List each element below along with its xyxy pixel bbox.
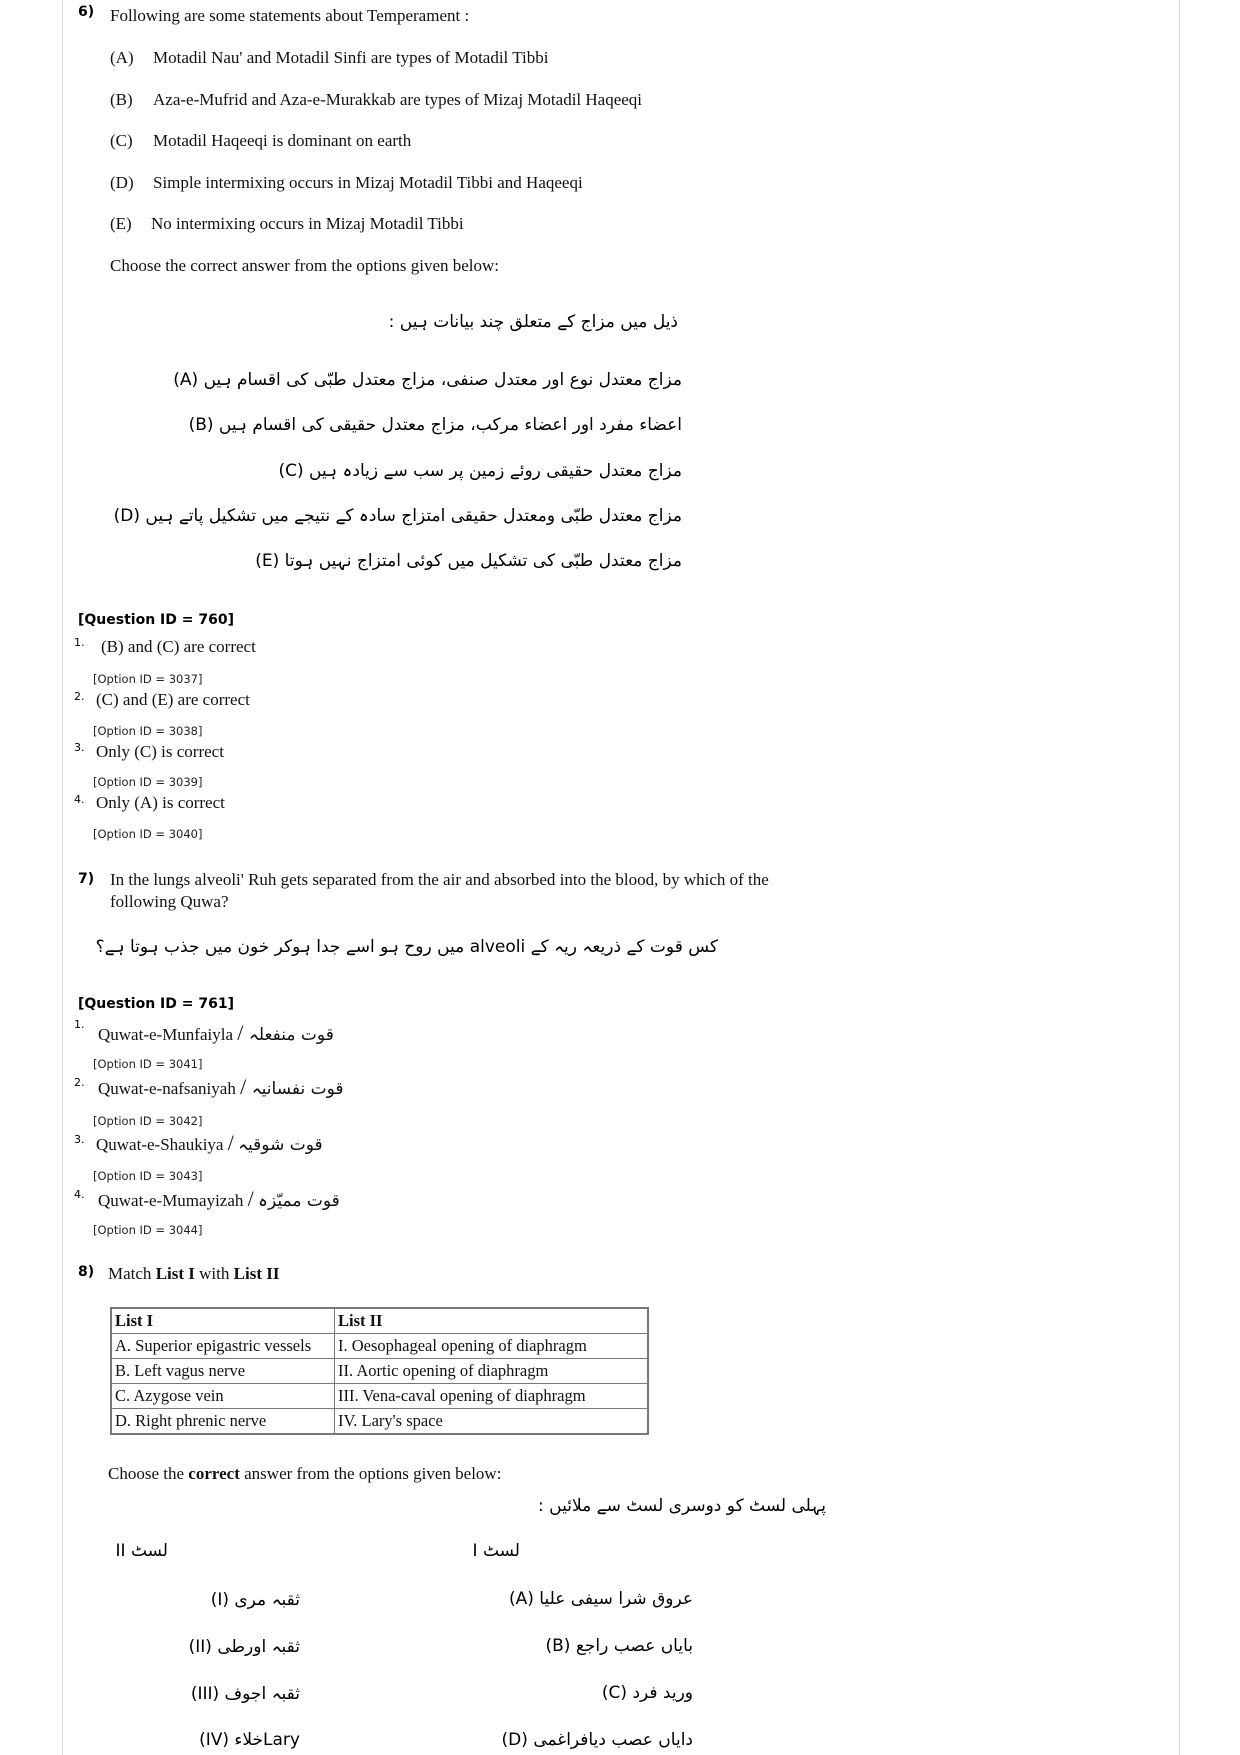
statement-text: No intermixing occurs in Mizaj Motadil Tibbi [151,214,464,233]
urdu-list1-header: لسٹ I [472,1541,520,1561]
option-english: Quwat-e-Shaukiya [96,1135,224,1154]
option-text[interactable] [98,1186,340,1212]
question-number: 7) [78,871,95,887]
option-number: 1. [74,636,85,649]
table-header: List II [335,1308,649,1334]
instruction-part: Choose the [108,1464,189,1483]
option-urdu: قوت منفعلہ [248,1025,334,1045]
urdu-stem: پہلی لسٹ کو دوسری لسٹ سے ملائیں : [538,1496,826,1516]
stem-text: with [194,1264,234,1283]
statement-label: (E) [110,214,132,233]
question-number: 8) [78,1264,95,1280]
question-number: 6) [78,4,95,20]
match-table [110,1307,649,1435]
urdu-list2-item: (I) ثقبہ مری [210,1590,300,1610]
option-text[interactable] [98,1074,344,1100]
option-number: 3. [74,1133,85,1146]
statement-label: (A) [110,48,134,67]
table-cell: I. Oesophageal opening of diaphragm [335,1334,649,1359]
question-stem [108,1264,279,1284]
urdu-statement: (A) مزاج معتدل نوع اور معتدل صنفی، مزاج معتدل طبّی کی اقسام ہیں [173,370,682,390]
stem-list2: List II [233,1264,280,1283]
slash-separator: / [227,1130,234,1155]
option-id: [Option ID = 3039] [93,775,203,789]
statement-text: Simple intermixing occurs in Mizaj Motadil Tibbi and Haqeeqi [153,173,583,192]
question-stem: Following are some statements about Temperament : [110,6,470,25]
option-id: [Option ID = 3041] [93,1057,203,1071]
urdu-list2-header: لسٹ II [115,1541,168,1561]
table-cell: IV. Lary's space [335,1409,649,1435]
option-number: 4. [74,1188,85,1201]
table-cell: III. Vena-caval opening of diaphragm [335,1384,649,1409]
option-text[interactable] [96,1130,323,1156]
option-urdu: قوت ممیّزہ [258,1191,340,1211]
option-id: [Option ID = 3038] [93,724,203,738]
option-text[interactable]: Only (A) is correct [96,793,225,812]
urdu-statement: (D) مزاج معتدل طبّی ومعتدل حقیقی امتزاج سادہ کے نتیجے میں تشکیل پاتے ہیں [113,506,682,526]
table-header: List I [111,1308,335,1334]
question-id: [Question ID = 760] [78,612,234,628]
urdu-statement: (B) اعضاء مفرد اور اعضاء مرکب، مزاج معتدل حقیقی کی اقسام ہیں [188,415,682,435]
table-row [111,1409,648,1435]
statement-text: Aza-e-Mufrid and Aza-e-Murakkab are types of Mizaj Motadil Haqeeqi [153,90,643,109]
slash-separator: / [240,1074,252,1099]
option-number: 2. [74,690,85,703]
question-stem: following Quwa? [110,892,229,911]
option-urdu: قوت شوقیہ [238,1135,323,1155]
urdu-list1-item: (B) بایاں عصب راجع [545,1636,693,1656]
table-cell: II. Aortic opening of diaphragm [335,1359,649,1384]
instruction-text: Choose the correct answer from the options given below: [110,256,500,275]
statement-text: Motadil Haqeeqi is dominant on earth [153,131,412,150]
urdu-list2-item: (III) ثقبہ اجوف [190,1684,300,1704]
urdu-list2-item: (IV) خلاءLary [199,1730,300,1750]
option-text[interactable]: (B) and (C) are correct [101,637,256,656]
question-stem: In the lungs alveoli' Ruh gets separated from the air and absorbed into the blood, by which of the [110,870,769,889]
table-cell: C. Azygose vein [111,1384,335,1409]
slash-separator: / [237,1020,249,1045]
urdu-list2-item: (II) ثقبہ اورطی [188,1637,300,1657]
table-header-row [111,1308,648,1334]
instruction-part: answer from the options given below: [239,1464,502,1483]
statement-label: (C) [110,131,133,150]
urdu-list1-item: (A) عروق شرا سیفی علیا [508,1589,693,1609]
table-row [111,1384,648,1409]
table-row [111,1334,648,1359]
urdu-statement: (E) مزاج معتدل طبّی کی تشکیل میں کوئی امتزاج نہیں ہوتا [255,551,682,571]
option-number: 1. [74,1018,85,1031]
instruction-bold: correct [188,1464,240,1483]
table-cell: A. Superior epigastric vessels [111,1334,335,1359]
table-cell: B. Left vagus nerve [111,1359,335,1384]
option-id: [Option ID = 3037] [93,672,203,686]
option-number: 4. [74,793,85,806]
option-number: 3. [74,741,85,754]
urdu-stem: کس قوت کے ذریعہ ریہ کے alveoli میں روح ہو اسے جدا ہوکر خون میں جذب ہوتا ہے؟ [95,937,718,957]
option-text[interactable]: (C) and (E) are correct [96,690,250,709]
urdu-list1-item: (C) ورید فرد [601,1683,693,1703]
urdu-stem: ذیل میں مزاج کے متعلق چند بیانات ہیں : [388,312,678,332]
option-english: Quwat-e-Mumayizah [98,1191,244,1210]
option-english: Quwat-e-Munfaiyla [98,1025,234,1044]
stem-list1: List I [155,1264,195,1283]
urdu-statement: (C) مزاج معتدل حقیقی روئے زمین پر سب سے زیادہ ہیں [278,461,682,481]
statement-text: Motadil Nau' and Motadil Sinfi are types of Motadil Tibbi [153,48,549,67]
option-id: [Option ID = 3043] [93,1169,203,1183]
option-text[interactable]: Only (C) is correct [96,742,224,761]
question-id: [Question ID = 761] [78,996,234,1012]
slash-separator: / [247,1186,254,1211]
statement-label: (D) [110,173,134,192]
urdu-list1-item: (D) دایاں عصب دیافراغمی [501,1730,693,1750]
table-cell: D. Right phrenic nerve [111,1409,335,1435]
instruction-text [108,1464,501,1484]
option-urdu: قوت نفسانیہ [251,1079,344,1099]
option-id: [Option ID = 3040] [93,827,203,841]
option-english: Quwat-e-nafsaniyah [98,1079,236,1098]
option-text[interactable] [98,1020,334,1046]
statement-label: (B) [110,90,133,109]
stem-text: Match [108,1264,156,1283]
option-id: [Option ID = 3044] [93,1223,203,1237]
option-id: [Option ID = 3042] [93,1114,203,1128]
table-row [111,1359,648,1384]
option-number: 2. [74,1076,85,1089]
